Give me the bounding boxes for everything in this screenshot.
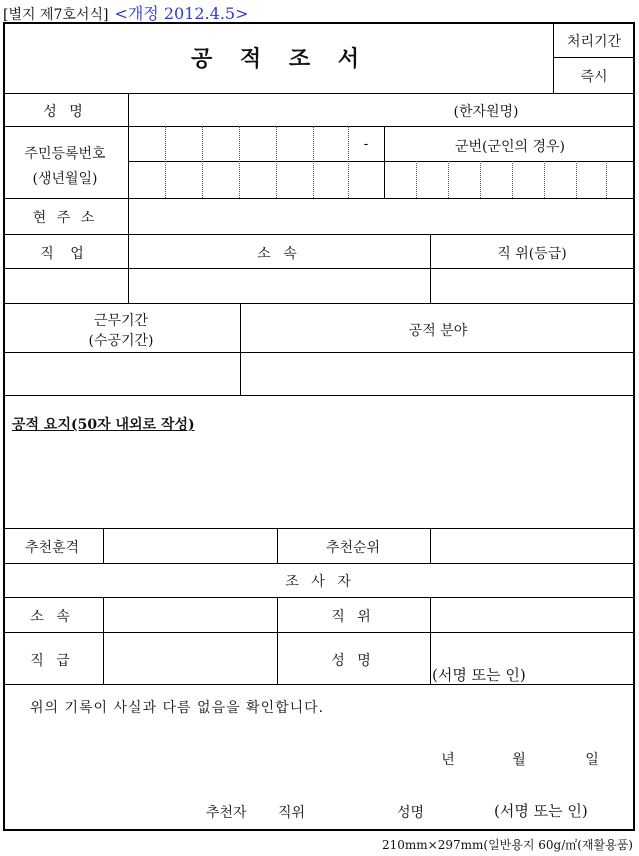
service-period-sub-label: (수공기간)	[88, 333, 154, 349]
column-line	[384, 126, 385, 198]
row-line	[3, 93, 635, 94]
form-number-header	[3, 1, 249, 24]
recommended-rank-label: 추천순위	[325, 540, 381, 556]
row-line	[3, 597, 635, 598]
digit-divider	[544, 161, 545, 198]
column-line	[430, 234, 431, 303]
digit-divider	[512, 161, 513, 198]
row-line	[553, 57, 635, 58]
day-label: 일	[585, 752, 599, 768]
confirmation-statement: 위의 기록이 사실과 다름 없음을 확인합니다.	[30, 700, 325, 716]
recommender-name-label: 성명	[397, 805, 425, 821]
month-label: 월	[512, 752, 526, 768]
digit-divider	[416, 161, 417, 198]
investigator-grade-label: 직 급	[30, 653, 74, 669]
digit-divider	[276, 126, 277, 198]
form-number: [별지 제7호서식]	[3, 7, 109, 23]
service-period-label: 근무기간	[93, 313, 149, 329]
processing-period-label: 처리기간	[566, 34, 622, 50]
resident-number-label: 주민등록번호	[24, 146, 106, 162]
merit-field-label: 공적 분야	[408, 323, 468, 339]
year-label: 년	[441, 752, 455, 768]
birth-date-label: (생년월일)	[32, 171, 98, 187]
row-line	[3, 563, 635, 564]
digit-divider	[165, 126, 166, 198]
column-line	[103, 597, 104, 684]
merit-summary-label: 공적 요지(50자 내외로 작성)	[12, 417, 195, 433]
position-grade-label: 직 위(등급)	[497, 246, 567, 262]
row-line	[3, 684, 635, 685]
investigator-position-label: 직 위	[331, 609, 375, 625]
digit-divider	[202, 126, 203, 198]
row-line	[3, 198, 635, 199]
investigator-label: 조 사 자	[285, 574, 355, 590]
investigator-signature-label: (서명 또는 인)	[432, 666, 526, 684]
digit-divider	[576, 161, 577, 198]
hanja-name-label: (한자원명)	[453, 104, 519, 120]
row-line	[3, 352, 635, 353]
row-line	[3, 632, 635, 633]
column-line	[277, 597, 278, 684]
row-line	[3, 303, 635, 304]
address-label: 현 주 소	[32, 210, 98, 226]
digit-divider	[480, 161, 481, 198]
row-line	[3, 234, 635, 235]
digit-divider	[448, 161, 449, 198]
column-line	[103, 528, 104, 563]
column-line	[430, 597, 431, 684]
column-line	[240, 303, 241, 395]
military-number-label: 군번(군인의 경우)	[454, 139, 566, 155]
column-line	[128, 93, 129, 303]
column-line	[430, 528, 431, 563]
investigator-name-label: 성 명	[331, 653, 375, 669]
digit-divider	[313, 126, 314, 198]
row-line	[3, 126, 635, 127]
processing-period-value: 즉시	[580, 69, 608, 85]
recommender-signature-label: (서명 또는 인)	[494, 802, 588, 820]
row-line	[3, 395, 635, 396]
name-label: 성 명	[43, 104, 87, 120]
affiliation-label: 소 속	[257, 246, 301, 262]
row-line	[128, 161, 635, 162]
column-line	[553, 22, 554, 93]
job-label: 직 업	[40, 246, 90, 262]
recommender-position-label: 직위	[278, 805, 306, 821]
recommender-label: 추천자	[206, 805, 247, 821]
row-line	[3, 268, 635, 269]
recommended-award-label: 추천훈격	[24, 540, 80, 556]
paper-spec-footer: 210mm×297mm(일반용지 60g/㎡(재활용품)	[382, 838, 633, 852]
column-line	[277, 528, 278, 563]
revision-note: <개정 2012.4.5>	[114, 4, 249, 23]
investigator-affiliation-label: 소 속	[30, 609, 74, 625]
resident-number-dash: -	[363, 136, 369, 152]
form-title: 공 적 조 서	[191, 46, 369, 72]
digit-divider	[239, 126, 240, 198]
row-line	[3, 528, 635, 529]
digit-divider	[606, 161, 607, 198]
digit-divider	[348, 126, 349, 198]
